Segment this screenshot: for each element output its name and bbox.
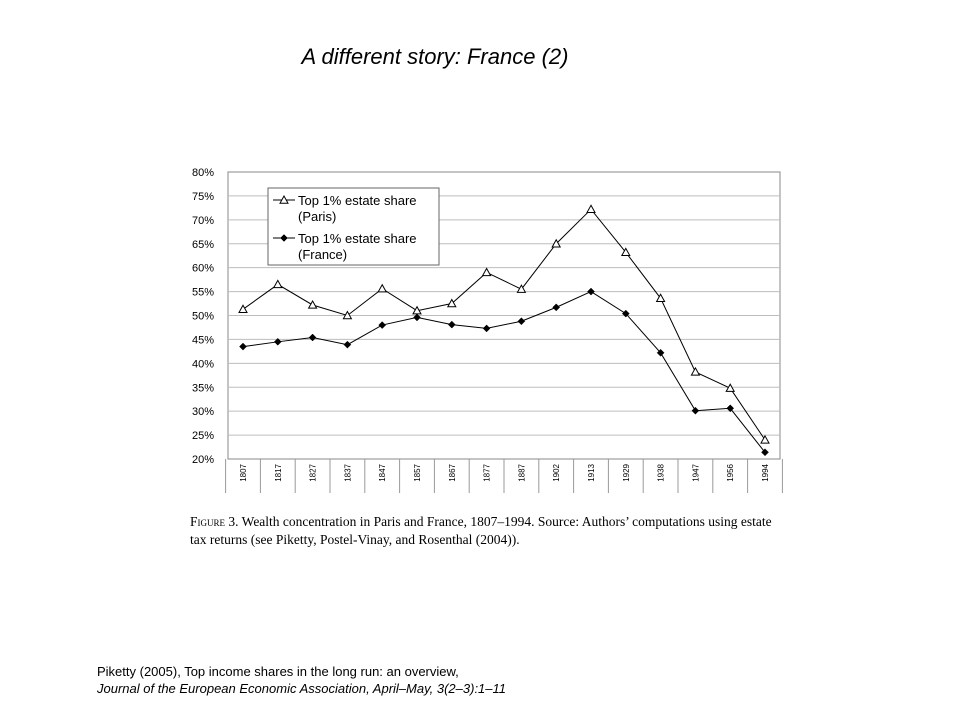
slide-title: A different story: France (2) — [301, 44, 569, 69]
figure-label: Figure 3. — [190, 514, 239, 529]
x-tick-label: 1857 — [413, 464, 422, 482]
x-tick-label: 1817 — [273, 464, 283, 482]
y-tick-label: 25% — [191, 430, 214, 443]
citation-journal: Journal of the European Economic Association, April–May, 3(2–3):1–11 — [97, 681, 507, 696]
y-tick-label: 20% — [191, 454, 214, 466]
x-tick-label: 1877 — [482, 464, 492, 482]
citation-line-1: Piketty (2005), Top income shares in the long run: an overview, — [97, 664, 459, 679]
x-tick-label: 1938 — [656, 464, 666, 482]
x-tick-label: 1807 — [239, 464, 248, 482]
x-tick-label: 1827 — [308, 464, 318, 482]
y-tick-label: 55% — [191, 286, 214, 299]
legend — [268, 188, 439, 265]
x-tick-label: 1929 — [621, 464, 631, 482]
y-tick-label: 65% — [191, 238, 214, 251]
y-axis — [192, 167, 214, 466]
legend-label: Top 1% estate share — [298, 231, 417, 246]
y-tick-label: 80% — [191, 167, 214, 179]
legend-label: (Paris) — [298, 209, 337, 224]
figure-caption-text: Wealth concentration in Paris and France, 1807–1994. Source: Authors’ computations using estate tax returns (see Piketty, Postel-Vinay, and Rosenthal (2004)). — [190, 514, 772, 547]
x-tick-label: 1913 — [587, 464, 596, 482]
x-tick-label: 1837 — [343, 464, 353, 482]
x-tick-label: 1887 — [517, 464, 527, 482]
y-tick-label: 75% — [191, 190, 214, 203]
x-tick-label: 1956 — [726, 464, 736, 482]
x-tick-label: 1994 — [761, 464, 770, 482]
y-tick-label: 40% — [191, 358, 214, 371]
y-tick-label: 50% — [191, 310, 214, 323]
figure-caption — [190, 513, 790, 549]
citation — [97, 663, 506, 697]
x-tick-label: 1847 — [378, 464, 388, 482]
legend-label: Top 1% estate share — [298, 193, 417, 208]
y-tick-label: 60% — [191, 262, 214, 275]
x-tick-label: 1947 — [691, 464, 701, 482]
y-tick-label: 30% — [191, 406, 214, 419]
x-axis — [226, 459, 783, 493]
x-tick-label: 1902 — [552, 464, 562, 482]
y-tick-label: 45% — [191, 334, 214, 347]
y-tick-label: 70% — [191, 214, 214, 227]
legend-label: (France) — [298, 247, 348, 262]
y-tick-label: 35% — [191, 382, 214, 395]
x-tick-label: 1867 — [447, 464, 457, 482]
